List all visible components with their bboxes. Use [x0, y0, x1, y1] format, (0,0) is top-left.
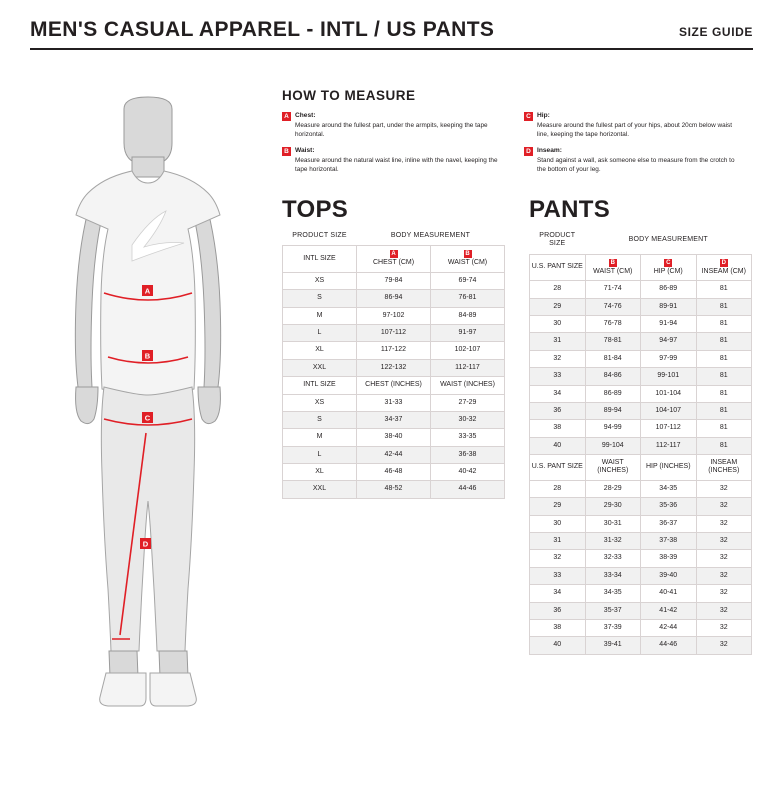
- cell-chest: 42-44: [357, 446, 431, 463]
- table-row: [283, 290, 505, 307]
- cell-size: XL: [283, 342, 357, 359]
- cell-waist: 84-89: [431, 307, 505, 324]
- cell-size: 34: [530, 385, 586, 402]
- cell-inseam: 81: [696, 437, 752, 454]
- table-row: [530, 315, 752, 332]
- table-row: [530, 385, 752, 402]
- pants-product-size-header: PRODUCT SIZE: [539, 232, 576, 248]
- cell-inseam: 32: [696, 533, 752, 550]
- cell-waist: 37-39: [585, 619, 641, 636]
- table-row: [283, 342, 505, 359]
- cell-waist: 40-42: [431, 464, 505, 481]
- cell-size: 40: [530, 637, 586, 654]
- cell-waist: 35-37: [585, 602, 641, 619]
- cell-inseam: 81: [696, 350, 752, 367]
- how-to-item-chest: [282, 111, 502, 139]
- cell-hip: 99-101: [641, 368, 697, 385]
- cell-hip: 89-91: [641, 298, 697, 315]
- cell-hip: 91-94: [641, 315, 697, 332]
- table-row: [283, 481, 505, 498]
- badge-c-icon: C: [666, 259, 671, 266]
- tops-table-block: [282, 196, 505, 655]
- size-guide-label: SIZE GUIDE: [678, 25, 753, 39]
- cell-inseam: 81: [696, 420, 752, 437]
- cell-inseam: 81: [696, 298, 752, 315]
- cell-waist: 44-46: [431, 481, 505, 498]
- cell-size: S: [283, 290, 357, 307]
- pants-body-measurement-header: BODY MEASUREMENT: [628, 236, 708, 244]
- svg-text:D: D: [142, 539, 149, 549]
- table-row: [283, 394, 505, 411]
- table-row: [283, 464, 505, 481]
- cell-size: 33: [530, 368, 586, 385]
- cell-inseam: 32: [696, 637, 752, 654]
- cell-chest: 31-33: [357, 394, 431, 411]
- cell-size: 34: [530, 585, 586, 602]
- cell-chest: 86-94: [357, 290, 431, 307]
- cell-size: 31: [530, 333, 586, 350]
- how-to-measure-column-left: [282, 111, 502, 181]
- cell-waist: 84-86: [585, 368, 641, 385]
- table-row: [530, 333, 752, 350]
- badge-d-icon: D: [524, 147, 533, 156]
- how-to-measure-title: HOW TO MEASURE: [282, 88, 416, 103]
- svg-text:A: A: [144, 286, 151, 296]
- table-row: [283, 307, 505, 324]
- page-title: MEN'S CASUAL APPAREL - INTL / US PANTS: [30, 18, 495, 41]
- cell-size: M: [283, 429, 357, 446]
- cell-inseam: 32: [696, 619, 752, 636]
- cell-hip: 34-35: [641, 480, 697, 497]
- pants-title: PANTS: [529, 196, 611, 223]
- table-row: [530, 602, 752, 619]
- cell-inseam: 81: [696, 368, 752, 385]
- how-to-item-waist-name: Waist:: [295, 147, 315, 155]
- cell-waist: 30-31: [585, 515, 641, 532]
- how-to-measure-column-right: [524, 111, 744, 181]
- cell-size: 32: [530, 350, 586, 367]
- cell-waist: 33-34: [585, 567, 641, 584]
- cell-waist: 28-29: [585, 480, 641, 497]
- cell-waist: 71-74: [585, 281, 641, 298]
- cell-chest: 97-102: [357, 307, 431, 324]
- how-to-item-inseam-text: Stand against a wall, ask someone else to measure from the crotch to the bottom of your leg.: [537, 156, 735, 173]
- cell-inseam: 32: [696, 550, 752, 567]
- how-to-item-hip-name: Hip:: [537, 112, 550, 119]
- table-row: [530, 402, 752, 419]
- cell-chest: 46-48: [357, 464, 431, 481]
- cell-inseam: 81: [696, 385, 752, 402]
- tops-cm-column-header-row: [283, 246, 505, 272]
- cell-size: 38: [530, 420, 586, 437]
- cell-hip: 97-99: [641, 350, 697, 367]
- tops-in-col-chest: CHEST (INCHES): [357, 377, 431, 394]
- tops-cm-col-chest: A CHEST (CM): [357, 246, 431, 272]
- cell-waist: 30-32: [431, 411, 505, 428]
- cell-size: L: [283, 324, 357, 341]
- tops-product-size-header: PRODUCT SIZE: [292, 232, 347, 239]
- cell-waist: 27-29: [431, 394, 505, 411]
- pants-cm-col-hip: C HIP (CM): [641, 254, 697, 280]
- cell-size: L: [283, 446, 357, 463]
- cell-hip: 107-112: [641, 420, 697, 437]
- cell-hip: 37-38: [641, 533, 697, 550]
- tops-group-header-row: [283, 230, 505, 246]
- cell-hip: 44-46: [641, 637, 697, 654]
- svg-text:C: C: [144, 413, 151, 423]
- cell-waist: 91-97: [431, 324, 505, 341]
- tops-in-col-waist: WAIST (INCHES): [431, 377, 505, 394]
- cell-chest: 38-40: [357, 429, 431, 446]
- cell-size: 30: [530, 315, 586, 332]
- cell-size: 28: [530, 281, 586, 298]
- how-to-item-waist: [282, 146, 502, 174]
- cell-waist: 94-99: [585, 420, 641, 437]
- tops-title: TOPS: [282, 196, 349, 223]
- cell-chest: 117-122: [357, 342, 431, 359]
- pants-in-col-waist: WAIST (INCHES): [585, 455, 641, 481]
- cell-waist: 74-76: [585, 298, 641, 315]
- cell-waist: 69-74: [431, 272, 505, 289]
- cell-waist: 36-38: [431, 446, 505, 463]
- pants-in-col-hip: HIP (INCHES): [641, 455, 697, 481]
- measurement-figure: [28, 95, 268, 715]
- cell-hip: 36-37: [641, 515, 697, 532]
- how-to-item-inseam: [524, 146, 744, 174]
- how-to-item-hip: [524, 111, 744, 139]
- table-row: [530, 480, 752, 497]
- cell-inseam: 81: [696, 402, 752, 419]
- header-divider: [30, 48, 753, 50]
- cell-hip: 112-117: [641, 437, 697, 454]
- cell-size: XXL: [283, 481, 357, 498]
- table-row: [530, 567, 752, 584]
- cell-hip: 86-89: [641, 281, 697, 298]
- cell-chest: 79-84: [357, 272, 431, 289]
- cell-hip: 39-40: [641, 567, 697, 584]
- tops-cm-col-waist: B WAIST (CM): [431, 246, 505, 272]
- cell-hip: 38-39: [641, 550, 697, 567]
- cell-waist: 34-35: [585, 585, 641, 602]
- svg-text:B: B: [144, 351, 151, 361]
- cell-inseam: 32: [696, 498, 752, 515]
- cell-hip: 35-36: [641, 498, 697, 515]
- cell-hip: 40-41: [641, 585, 697, 602]
- table-row: [530, 515, 752, 532]
- table-row: [530, 498, 752, 515]
- how-to-measure-section: [282, 88, 752, 181]
- cell-size: 40: [530, 437, 586, 454]
- how-to-item-hip-text: Measure around the fullest part of your hips, about 20cm below waist line, keeping the tape horizontal.: [537, 121, 733, 138]
- pants-cm-col-size: U.S. PANT SIZE: [530, 254, 586, 280]
- cell-inseam: 81: [696, 315, 752, 332]
- cell-size: 31: [530, 533, 586, 550]
- table-row: [283, 411, 505, 428]
- cell-waist: 39-41: [585, 637, 641, 654]
- cell-inseam: 32: [696, 602, 752, 619]
- badge-a-icon: A: [282, 112, 291, 121]
- cell-waist: 89-94: [585, 402, 641, 419]
- table-row: [530, 298, 752, 315]
- pants-group-header-row: [530, 230, 752, 254]
- cell-size: 32: [530, 550, 586, 567]
- cell-inseam: 32: [696, 480, 752, 497]
- cell-size: 33: [530, 567, 586, 584]
- cell-hip: 94-97: [641, 333, 697, 350]
- cell-size: 29: [530, 498, 586, 515]
- pants-cm-column-header-row: [530, 254, 752, 280]
- tops-cm-col-size: INTL SIZE: [283, 246, 357, 272]
- table-row: [530, 585, 752, 602]
- cell-waist: 31-32: [585, 533, 641, 550]
- cell-size: 29: [530, 298, 586, 315]
- cell-size: XXL: [283, 359, 357, 376]
- cell-hip: 42-44: [641, 619, 697, 636]
- cell-chest: 48-52: [357, 481, 431, 498]
- cell-waist: 29-30: [585, 498, 641, 515]
- how-to-measure-columns: [282, 111, 752, 181]
- cell-waist: 86-89: [585, 385, 641, 402]
- table-row: [530, 368, 752, 385]
- cell-inseam: 32: [696, 585, 752, 602]
- cell-size: 36: [530, 402, 586, 419]
- badge-d-icon: D: [721, 259, 726, 266]
- cell-inseam: 81: [696, 281, 752, 298]
- table-row: [530, 533, 752, 550]
- cell-size: M: [283, 307, 357, 324]
- cell-waist: 112-117: [431, 359, 505, 376]
- cell-inseam: 32: [696, 567, 752, 584]
- badge-b-icon: B: [282, 147, 291, 156]
- cell-waist: 76-81: [431, 290, 505, 307]
- cell-inseam: 32: [696, 515, 752, 532]
- table-row: [283, 324, 505, 341]
- table-row: [530, 420, 752, 437]
- table-row: [530, 350, 752, 367]
- how-to-item-chest-name: Chest:: [295, 112, 316, 119]
- pants-in-column-header-row: [530, 455, 752, 481]
- cell-size: S: [283, 411, 357, 428]
- cell-size: 38: [530, 619, 586, 636]
- cell-waist: 78-81: [585, 333, 641, 350]
- cell-inseam: 81: [696, 333, 752, 350]
- cell-waist: 102-107: [431, 342, 505, 359]
- cell-hip: 41-42: [641, 602, 697, 619]
- pants-in-col-inseam: INSEAM (INCHES): [696, 455, 752, 481]
- cell-waist: 32-33: [585, 550, 641, 567]
- table-row: [530, 550, 752, 567]
- how-to-item-chest-text: Measure around the fullest part, under the armpits, keeping the tape horizontal.: [295, 121, 488, 138]
- tops-body-measurement-header: BODY MEASUREMENT: [390, 232, 471, 239]
- cell-chest: 122-132: [357, 359, 431, 376]
- cell-size: 30: [530, 515, 586, 532]
- cell-waist: 33-35: [431, 429, 505, 446]
- badge-b-icon: B: [465, 251, 470, 258]
- cell-chest: 34-37: [357, 411, 431, 428]
- how-to-item-inseam-name: Inseam:: [537, 147, 562, 155]
- cell-waist: 76-78: [585, 315, 641, 332]
- badge-b-icon: B: [610, 259, 615, 266]
- tops-in-column-header-row: [283, 377, 505, 394]
- cell-size: XL: [283, 464, 357, 481]
- pants-table-block: [529, 196, 752, 655]
- cell-hip: 104-107: [641, 402, 697, 419]
- table-row: [530, 281, 752, 298]
- badge-c-icon: C: [524, 112, 533, 121]
- cell-waist: 99-104: [585, 437, 641, 454]
- tops-in-col-size: INTL SIZE: [283, 377, 357, 394]
- size-tables: [282, 196, 752, 655]
- how-to-item-waist-text: Measure around the natural waist line, inline with the navel, keeping the tape horizontal.: [295, 156, 498, 173]
- page-header: [30, 18, 753, 50]
- cell-size: 28: [530, 480, 586, 497]
- table-row: [283, 272, 505, 289]
- tops-table: [282, 230, 505, 499]
- pants-cm-col-inseam: D INSEAM (CM): [696, 254, 752, 280]
- cell-size: XS: [283, 272, 357, 289]
- table-row: [283, 359, 505, 376]
- pants-table: [529, 230, 752, 655]
- badge-a-icon: A: [391, 251, 396, 258]
- table-row: [530, 637, 752, 654]
- cell-size: 36: [530, 602, 586, 619]
- cell-size: XS: [283, 394, 357, 411]
- header-row: [30, 18, 753, 42]
- cell-waist: 81-84: [585, 350, 641, 367]
- pants-cm-col-waist: B WAIST (CM): [585, 254, 641, 280]
- pants-in-col-size: U.S. PANT SIZE: [530, 455, 586, 481]
- table-row: [283, 429, 505, 446]
- cell-chest: 107-112: [357, 324, 431, 341]
- cell-hip: 101-104: [641, 385, 697, 402]
- table-row: [530, 437, 752, 454]
- table-row: [530, 619, 752, 636]
- table-row: [283, 446, 505, 463]
